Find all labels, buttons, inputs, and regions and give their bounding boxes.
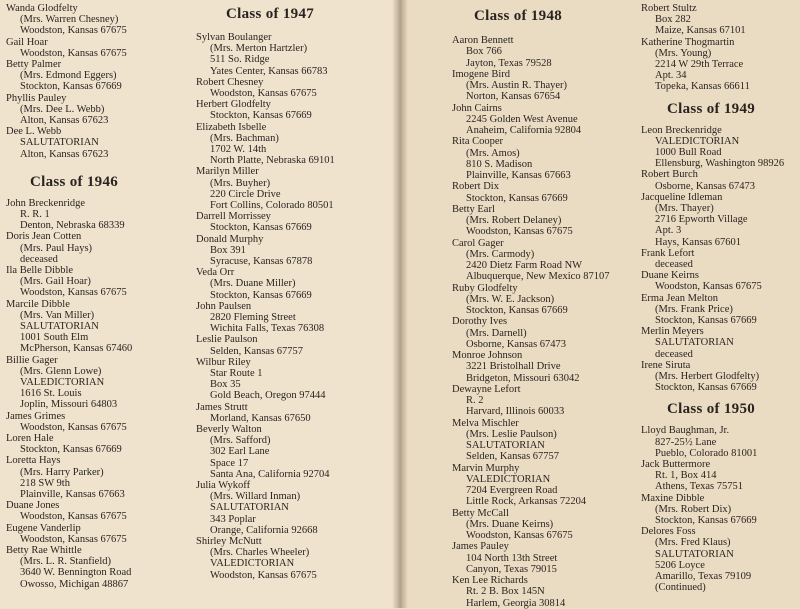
alumni-detail: Owosso, Michigan 48867 — [20, 578, 129, 590]
alumni-detail: (Mrs. Gail Hoar) — [20, 276, 91, 288]
alumni-name: Dee L. Webb — [6, 126, 62, 138]
alumni-name: Erma Jean Melton — [641, 292, 718, 304]
alumni-detail: SALUTATORIAN — [210, 502, 289, 514]
alumni-name: Wanda Glodfelty — [6, 3, 78, 14]
alumni-detail: Box 35 — [210, 379, 241, 391]
alumni-detail: Alton, Kansas 67623 — [20, 115, 109, 126]
alumni-detail: Amarillo, Texas 79109 — [655, 571, 752, 582]
alumni-name: Loren Hale — [6, 433, 54, 444]
alumni-detail: Gold Beach, Oregon 97444 — [210, 390, 326, 402]
alumni-name: Gail Hoar — [6, 36, 48, 48]
alumni-detail: (Continued) — [655, 582, 706, 594]
alumni-detail: VALEDICTORIAN — [210, 558, 295, 570]
alumni-detail: VALEDICTORIAN — [20, 377, 105, 388]
alumni-detail: Rt. 2 B. Box 145N — [466, 586, 545, 598]
alumni-detail: (Mrs. Bachman) — [210, 132, 279, 144]
alumni-detail: Woodston, Kansas 67675 — [210, 569, 317, 581]
alumni-detail: Osborne, Kansas 67473 — [655, 180, 756, 192]
alumni-name: James Strutt — [196, 401, 248, 413]
alumni-name: Melva Mischler — [452, 417, 519, 429]
alumni-detail: Woodston, Kansas 67675 — [20, 25, 127, 37]
alumni-name: Julia Wykoff — [196, 480, 251, 491]
alumni-name: Rita Cooper — [452, 136, 504, 148]
alumni-detail: deceased — [20, 253, 58, 265]
alumni-detail: Stockton, Kansas 67669 — [655, 315, 757, 326]
alumni-detail: (Mrs. Duane Miller) — [210, 278, 296, 290]
alumni-detail: Apt. 34 — [655, 70, 687, 82]
alumni-detail: Orange, California 92668 — [210, 524, 318, 536]
alumni-name: James Grimes — [6, 410, 66, 422]
class-heading: Class of 1949 — [667, 100, 756, 117]
alumni-detail: Box 391 — [210, 244, 246, 256]
alumni-detail: 827-25½ Lane — [655, 436, 717, 448]
alumni-name: Ken Lee Richards — [452, 575, 528, 586]
alumni-name: Shirley McNutt — [196, 536, 262, 547]
alumni-name: Merlin Meyers — [641, 326, 704, 338]
alumni-detail: Selden, Kansas 67757 — [210, 345, 304, 357]
alumni-detail: Santa Ana, California 92704 — [210, 468, 330, 480]
alumni-detail: (Mrs. Robert Delaney) — [466, 215, 562, 226]
alumni-name: Robert Burch — [641, 169, 698, 181]
alumni-detail: Harlem, Georgia 30814 — [466, 597, 566, 609]
alumni-detail: Norton, Kansas 67654 — [466, 91, 561, 103]
alumni-detail: Rt. 1, Box 414 — [655, 470, 717, 482]
alumni-name: Sylvan Boulanger — [196, 32, 272, 43]
alumni-name: Carol Gager — [452, 237, 504, 249]
alumni-detail: (Mrs. Leslie Paulson) — [466, 428, 557, 440]
alumni-name: Marilyn Miller — [196, 166, 259, 178]
alumni-detail: Box 282 — [655, 14, 691, 26]
alumni-detail: (Mrs. Van Miller) — [20, 309, 95, 321]
alumni-detail: 1001 South Elm — [20, 332, 89, 344]
alumni-name: Jack Buttermore — [641, 459, 711, 470]
book-gutter — [392, 0, 408, 608]
alumni-name: Herbert Glodfelty — [196, 99, 271, 111]
alumni-name: Betty Rae Whittle — [6, 545, 82, 556]
alumni-detail: R. R. 1 — [20, 209, 50, 220]
alumni-name: John Paulsen — [196, 300, 252, 312]
alumni-detail: SALUTATORIAN — [655, 337, 734, 349]
alumni-name: Ila Belle Dibble — [6, 265, 74, 276]
class-heading: Class of 1948 — [474, 8, 563, 24]
alumni-detail: Woodston, Kansas 67675 — [466, 226, 573, 238]
alumni-detail: Selden, Kansas 67757 — [466, 451, 560, 463]
alumni-detail: Stockton, Kansas 67669 — [466, 305, 568, 316]
alumni-name: Monroe Johnson — [452, 350, 523, 361]
alumni-detail: Syracuse, Kansas 67878 — [210, 256, 313, 267]
class-heading: Class of 1947 — [226, 6, 315, 22]
alumni-detail: Stockton, Kansas 67669 — [655, 515, 757, 526]
alumni-detail: Stockton, Kansas 67669 — [20, 81, 122, 93]
alumni-detail: SALUTATORIAN — [20, 321, 99, 332]
alumni-detail: Star Route 1 — [210, 368, 263, 379]
alumni-name: Doris Jean Cotten — [6, 231, 82, 243]
alumni-name: James Pauley — [452, 541, 509, 553]
alumni-detail: (Mrs. Young) — [655, 47, 712, 59]
alumni-name: Duane Keirns — [641, 270, 700, 282]
alumni-detail: (Mrs. Buyher) — [210, 177, 271, 189]
alumni-name: Ruby Glodfelty — [452, 282, 518, 294]
alumni-name: Marvin Murphy — [452, 462, 520, 474]
alumni-detail: Topeka, Kansas 66611 — [655, 81, 750, 93]
alumni-name: Robert Stultz — [641, 3, 697, 14]
alumni-name: Billie Gager — [6, 354, 58, 366]
alumni-detail: (Mrs. Fred Klaus) — [655, 537, 731, 549]
alumni-detail: (Mrs. Glenn Lowe) — [20, 365, 102, 377]
alumni-name: Robert Dix — [452, 181, 499, 193]
alumni-name: Phyllis Pauley — [6, 92, 67, 104]
alumni-detail: Stockton, Kansas 67669 — [210, 110, 312, 122]
alumni-detail: Little Rock, Arkansas 72204 — [466, 496, 587, 508]
alumni-name: Delores Foss — [641, 526, 696, 538]
alumni-name: Jacqueline Idleman — [641, 191, 723, 203]
alumni-name: Leslie Paulson — [196, 334, 258, 346]
alumni-detail: Alton, Kansas 67623 — [20, 148, 109, 160]
alumni-detail: VALEDICTORIAN — [466, 473, 551, 485]
alumni-name: Maxine Dibble — [641, 492, 705, 504]
alumni-name: Dorothy Ives — [452, 316, 508, 328]
alumni-detail: R. 2 — [466, 395, 484, 406]
alumni-detail: Stockton, Kansas 67669 — [20, 444, 122, 456]
alumni-detail: (Mrs. W. E. Jackson) — [466, 293, 555, 305]
alumni-name: John Cairns — [452, 102, 502, 114]
alumni-detail: deceased — [655, 348, 693, 360]
alumni-detail: Jayton, Texas 79528 — [466, 57, 552, 69]
alumni-detail: Plainville, Kansas 67663 — [466, 170, 571, 181]
alumni-detail: Bridgeton, Missouri 63042 — [466, 372, 580, 384]
alumni-detail: 302 Earl Lane — [210, 446, 270, 458]
alumni-detail: 5206 Loyce — [655, 559, 705, 571]
alumni-name: Donald Murphy — [196, 233, 264, 245]
alumni-detail: Stockton, Kansas 67669 — [655, 382, 757, 394]
alumni-name: Eugene Vanderlip — [6, 522, 81, 534]
alumni-detail: 104 North 13th Street — [466, 552, 558, 564]
alumni-detail: Albuquerque, New Mexico 87107 — [466, 271, 610, 283]
alumni-detail: deceased — [655, 259, 693, 270]
alumni-detail: Woodston, Kansas 67675 — [20, 533, 127, 545]
alumni-detail: 2214 W 29th Terrace — [655, 59, 744, 70]
alumni-detail: SALUTATORIAN — [466, 440, 545, 451]
alumni-detail: SALUTATORIAN — [20, 137, 99, 149]
alumni-name: Imogene Bird — [452, 68, 511, 80]
alumni-detail: 218 SW 9th — [20, 477, 70, 489]
alumni-detail: (Mrs. Robert Dix) — [655, 503, 732, 515]
alumni-detail: Woodston, Kansas 67675 — [20, 47, 127, 59]
alumni-name: Beverly Walton — [196, 424, 262, 435]
alumni-detail: Apt. 3 — [655, 225, 682, 237]
alumni-detail: Athens, Texas 75751 — [655, 481, 744, 493]
alumni-detail: (Mrs. Harry Parker) — [20, 466, 104, 478]
alumni-name: Wilbur Riley — [196, 356, 251, 368]
alumni-name: Dewayne Lefort — [452, 383, 521, 395]
alumni-detail: (Mrs. Charles Wheeler) — [210, 547, 310, 559]
alumni-detail: 343 Poplar — [210, 513, 256, 525]
alumni-detail: 2245 Golden West Avenue — [466, 113, 578, 125]
alumni-detail: Wichita Falls, Texas 76308 — [210, 323, 325, 335]
alumni-detail: Hays, Kansas 67601 — [655, 236, 742, 248]
alumni-detail: Woodston, Kansas 67675 — [210, 88, 317, 99]
alumni-detail: 810 S. Madison — [466, 158, 533, 170]
alumni-detail: 3640 W. Bennington Road — [20, 567, 132, 579]
alumni-detail: 2716 Epworth Village — [655, 214, 748, 226]
alumni-name: Aaron Bennett — [452, 35, 514, 46]
alumni-detail: Woodston, Kansas 67675 — [20, 511, 127, 523]
alumni-detail: (Mrs. Carmody) — [466, 248, 535, 260]
alumni-detail: 511 So. Ridge — [210, 54, 270, 66]
alumni-detail: Joplin, Missouri 64803 — [20, 399, 118, 411]
alumni-name: John Breckenridge — [6, 197, 86, 209]
alumni-detail: Canyon, Texas 79015 — [466, 563, 557, 575]
alumni-detail: VALEDICTORIAN — [655, 135, 740, 147]
alumni-detail: Space 17 — [210, 457, 249, 469]
alumni-detail: (Mrs. Dee L. Webb) — [20, 103, 105, 115]
alumni-name: Robert Chesney — [196, 76, 264, 88]
alumni-detail: SALUTATORIAN — [655, 548, 734, 560]
alumni-detail: (Mrs. L. R. Stanfield) — [20, 556, 111, 568]
alumni-detail: Stockton, Kansas 67669 — [466, 192, 568, 204]
alumni-detail: Box 766 — [466, 46, 502, 58]
alumni-name: Loretta Hays — [6, 455, 61, 467]
alumni-detail: North Platte, Nebraska 69101 — [210, 155, 335, 167]
alumni-detail: Stockton, Kansas 67669 — [210, 222, 312, 234]
alumni-detail: Woodston, Kansas 67675 — [20, 421, 127, 433]
alumni-detail: (Mrs. Warren Chesney) — [20, 14, 119, 26]
alumni-detail: Pueblo, Colorado 81001 — [655, 447, 758, 459]
alumni-name: Veda Orr — [196, 267, 235, 279]
alumni-detail: Ellensburg, Washington 98926 — [655, 158, 785, 170]
alumni-detail: Woodston, Kansas 67675 — [20, 287, 127, 299]
alumni-detail: McPherson, Kansas 67460 — [20, 343, 133, 355]
alumni-detail: Osborne, Kansas 67473 — [466, 338, 567, 350]
alumni-detail: 1000 Bull Road — [655, 147, 722, 158]
alumni-detail: 3221 Bristolhall Drive — [466, 361, 561, 373]
alumni-detail: Fort Collins, Colorado 80501 — [210, 200, 334, 211]
alumni-name: Lloyd Baughman, Jr. — [641, 425, 730, 437]
alumni-name: Elizabeth Isbelle — [196, 121, 267, 133]
alumni-detail: (Mrs. Herbert Glodfelty) — [655, 371, 760, 382]
alumni-detail: (Mrs. Frank Price) — [655, 303, 733, 315]
alumni-detail: Yates Center, Kansas 66783 — [210, 65, 328, 77]
alumni-detail: Plainville, Kansas 67663 — [20, 489, 125, 500]
alumni-name: Irene Siruta — [641, 359, 691, 371]
alumni-detail: (Mrs. Austin R. Thayer) — [466, 80, 568, 91]
class-heading: Class of 1946 — [30, 173, 119, 190]
alumni-detail: Woodston, Kansas 67675 — [466, 530, 573, 541]
alumni-detail: Denton, Nebraska 68339 — [20, 220, 125, 232]
alumni-name: Katherine Thogmartin — [641, 36, 735, 48]
alumni-detail: (Mrs. Amos) — [466, 147, 520, 159]
class-heading: Class of 1950 — [667, 401, 756, 418]
alumni-name: Betty Palmer — [6, 59, 62, 70]
alumni-name: Marcile Dibble — [6, 298, 70, 310]
alumni-detail: (Mrs. Duane Keirns) — [466, 518, 554, 530]
alumni-detail: 1702 W. 14th — [210, 144, 267, 155]
alumni-detail: 220 Circle Drive — [210, 188, 281, 200]
alumni-detail: (Mrs. Paul Hays) — [20, 242, 93, 254]
alumni-detail: 1616 St. Louis — [20, 388, 82, 400]
alumni-detail: Morland, Kansas 67650 — [210, 412, 311, 424]
alumni-name: Duane Jones — [6, 500, 60, 512]
alumni-name: Darrell Morrissey — [196, 211, 271, 223]
alumni-detail: (Mrs. Merton Hartzler) — [210, 43, 308, 55]
alumni-detail: 7204 Evergreen Road — [466, 485, 558, 496]
alumni-detail: 2420 Dietz Farm Road NW — [466, 260, 583, 271]
alumni-detail: Maize, Kansas 67101 — [655, 25, 746, 37]
alumni-detail: Stockton, Kansas 67669 — [210, 289, 312, 301]
alumni-detail: (Mrs. Thayer) — [655, 203, 714, 214]
alumni-detail: (Mrs. Safford) — [210, 435, 271, 447]
alumni-detail: 2820 Fleming Street — [210, 312, 296, 323]
alumni-detail: (Mrs. Edmond Eggers) — [20, 70, 117, 82]
alumni-detail: (Mrs. Darnell) — [466, 327, 527, 339]
alumni-detail: Anaheim, California 92804 — [466, 125, 582, 136]
alumni-detail: (Mrs. Willard Inman) — [210, 491, 301, 503]
alumni-detail: Woodston, Kansas 67675 — [655, 281, 762, 293]
alumni-name: Leon Breckenridge — [641, 124, 722, 136]
alumni-name: Betty Earl — [452, 203, 495, 215]
alumni-name: Frank Lefort — [641, 247, 695, 259]
alumni-name: Betty McCall — [452, 507, 509, 519]
alumni-detail: Harvard, Illinois 60033 — [466, 406, 565, 418]
